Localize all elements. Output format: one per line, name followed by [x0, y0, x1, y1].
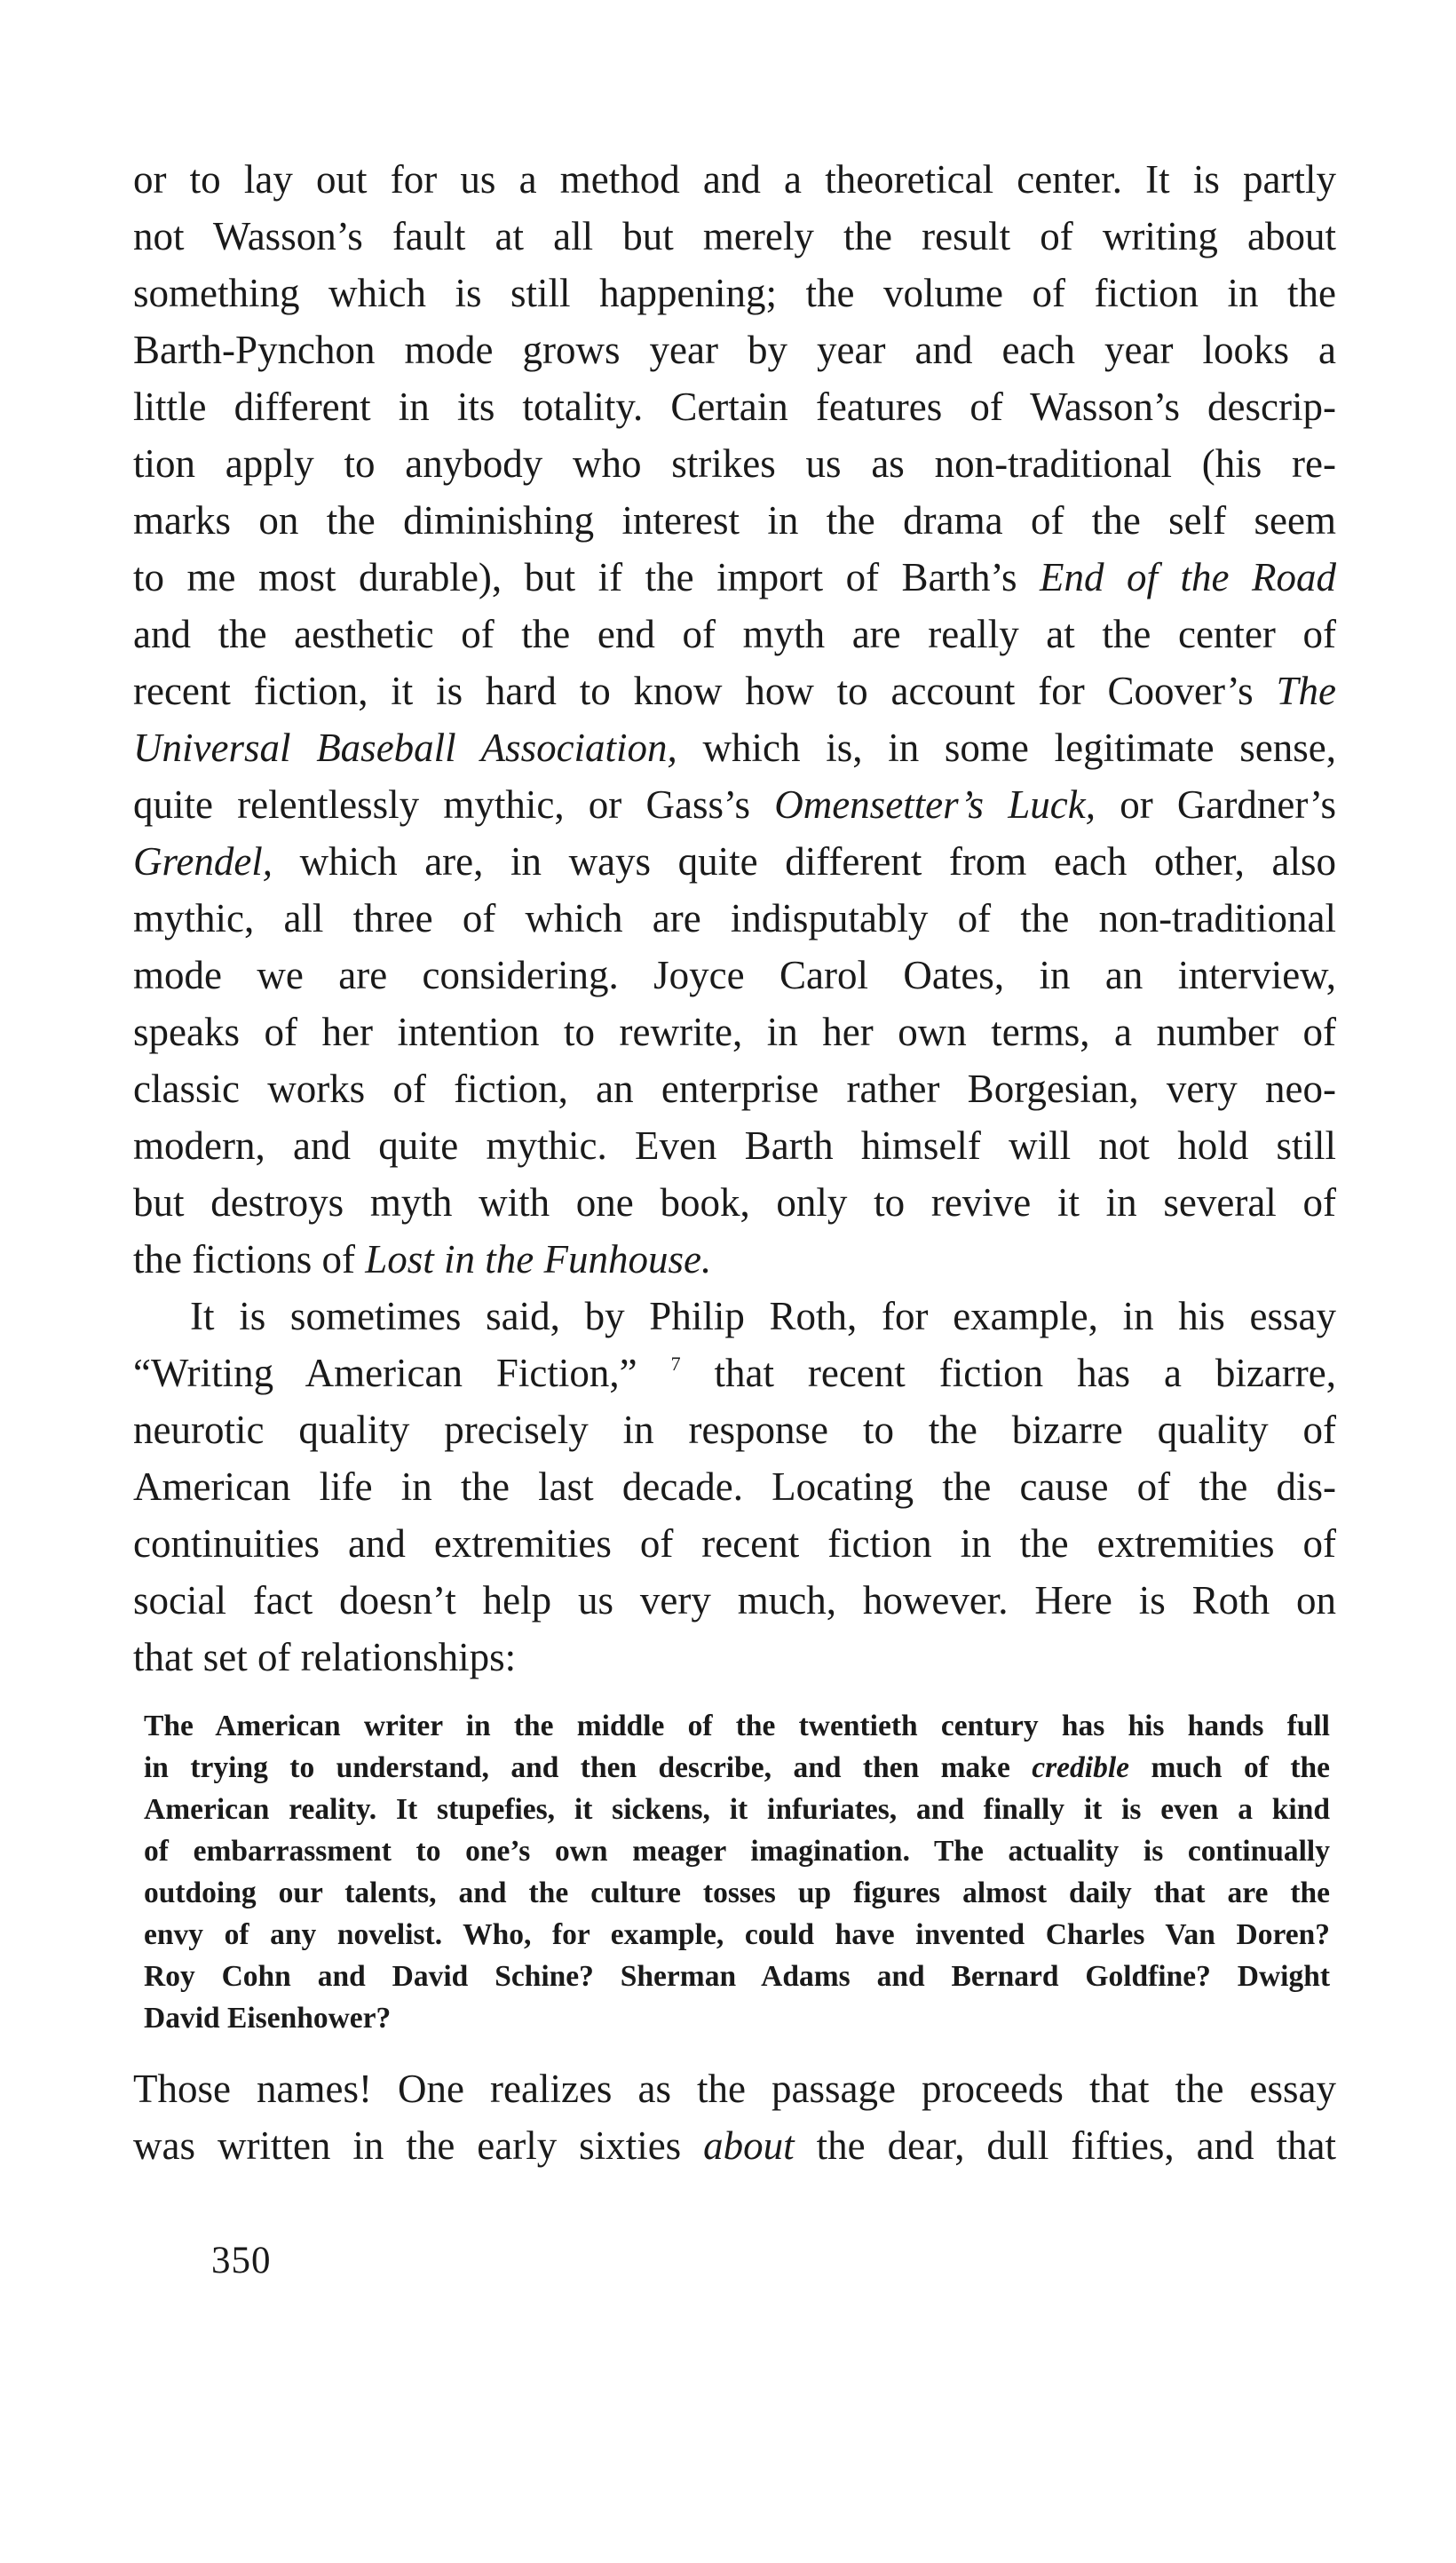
book-title-lost-in-the-funhouse: Lost in the Funhouse.: [365, 1237, 712, 1282]
text-line: tion apply to anybody who strikes us as non-traditional (his re-: [133, 441, 1336, 486]
book-title-part: The: [1276, 669, 1336, 713]
text-line: [133, 719, 1336, 776]
text-line: [133, 776, 1336, 833]
text-line: social fact doesn’t help us very much, however. Here is Roth on: [133, 1578, 1336, 1623]
text-run: that recent fiction has a bizarre,: [714, 1351, 1336, 1395]
text-line: something which is still happening; the volume of fiction in the: [133, 271, 1336, 315]
text-run: the fictions of: [133, 1237, 355, 1282]
text-line: little different in its totality. Certain features of Wasson’s descrip-: [133, 385, 1336, 429]
text-line: [133, 1345, 1336, 1401]
text-line: Those names! One realizes as the passage proceeds that the essay: [133, 2067, 1336, 2111]
paragraph-2: [133, 1288, 1336, 1686]
text-run: which is, in some legitimate sense,: [702, 726, 1336, 770]
footnote-marker: 7: [670, 1353, 681, 1375]
text-run: much of the: [1151, 1751, 1330, 1784]
quote-line: Roy Cohn and David Schine? Sherman Adams and Bernard Goldfine? Dwight: [144, 1960, 1330, 1993]
text-line: mode we are considering. Joyce Carol Oates, in an interview,: [133, 953, 1336, 997]
text-run: to me most durable), but if the import of Barth’s: [133, 555, 1017, 599]
quote-line: The American writer in the middle of the twentieth century has his hands full: [144, 1710, 1330, 1742]
text-run: quite relentlessly mythic, or Gass’s: [133, 782, 750, 827]
text-line: classic works of fiction, an enterprise rather Borgesian, very neo-: [133, 1067, 1336, 1111]
text-line: [133, 833, 1336, 890]
text-line: marks on the diminishing interest in the drama of the self seem: [133, 498, 1336, 543]
text-run: the dear, dull fifties, and that: [816, 2123, 1336, 2168]
book-title-end-of-the-road: End of the Road: [1040, 555, 1336, 599]
quote-line: outdoing our talents, and the culture tosses up figures almost daily that are the: [144, 1877, 1330, 1909]
paragraph-1: [133, 151, 1336, 1288]
text-line: and the aesthetic of the end of myth are really at the center of: [133, 612, 1336, 656]
quote-line: American reality. It stupefies, it sickens, it infuriates, and finally it is even a kind: [144, 1793, 1330, 1826]
text-line: It is sometimes said, by Philip Roth, for example, in his essay: [190, 1294, 1336, 1338]
text-run: recent fiction, it is hard to know how to account for Coover’s: [133, 669, 1254, 713]
text-line: American life in the last decade. Locating the cause of the dis-: [133, 1464, 1336, 1509]
block-quote: [144, 1705, 1330, 2039]
emphasized-word: credible: [1032, 1751, 1130, 1784]
text-line: or to lay out for us a method and a theoretical center. It is partly: [133, 157, 1336, 202]
text-run: in trying to understand, and then describe, and then make: [144, 1751, 1010, 1784]
text-line: continuities and extremities of recent fiction in the extremities of: [133, 1521, 1336, 1566]
text-line: modern, and quite mythic. Even Barth himself will not hold still: [133, 1123, 1336, 1168]
quote-line: of embarrassment to one’s own meager imagination. The actuality is continually: [144, 1835, 1330, 1868]
text-line: [133, 2117, 1336, 2174]
text-line: but destroys myth with one book, only to revive it in several of: [133, 1180, 1336, 1225]
emphasized-word: about: [703, 2123, 795, 2168]
quote-line: envy of any novelist. Who, for example, could have invented Charles Van Doren?: [144, 1918, 1330, 1951]
text-line: mythic, all three of which are indisputably of the non-traditional: [133, 896, 1336, 940]
text-line: neurotic quality precisely in response to the bizarre quality of: [133, 1408, 1336, 1452]
text-run: was written in the early sixties: [133, 2123, 682, 2168]
text-line: [133, 549, 1336, 606]
text-line: [133, 663, 1336, 719]
page-number: 350: [211, 2240, 272, 2281]
text-line: that set of relationships:: [133, 1635, 517, 1679]
text-line: not Wasson’s fault at all but merely the result of writing about: [133, 214, 1336, 258]
text-line: [133, 1231, 1336, 1288]
quote-line: David Eisenhower?: [144, 2002, 392, 2035]
quote-line: [144, 1747, 1330, 1789]
text-run: which are, in ways quite different from each other, also: [299, 839, 1336, 884]
text-line: speaks of her intention to rewrite, in her own terms, a number of: [133, 1010, 1336, 1054]
text-line: Barth-Pynchon mode grows year by year and each year looks a: [133, 328, 1336, 372]
text-run: or Gardner’s: [1120, 782, 1336, 827]
paragraph-3: [133, 2060, 1336, 2174]
text-run: “Writing American Fiction,”: [133, 1351, 637, 1395]
book-title-omensetters-luck: Omensetter’s Luck,: [774, 782, 1096, 827]
book-title-grendel: Grendel,: [133, 839, 273, 884]
book-title-universal-baseball: Universal Baseball Association,: [133, 726, 677, 770]
